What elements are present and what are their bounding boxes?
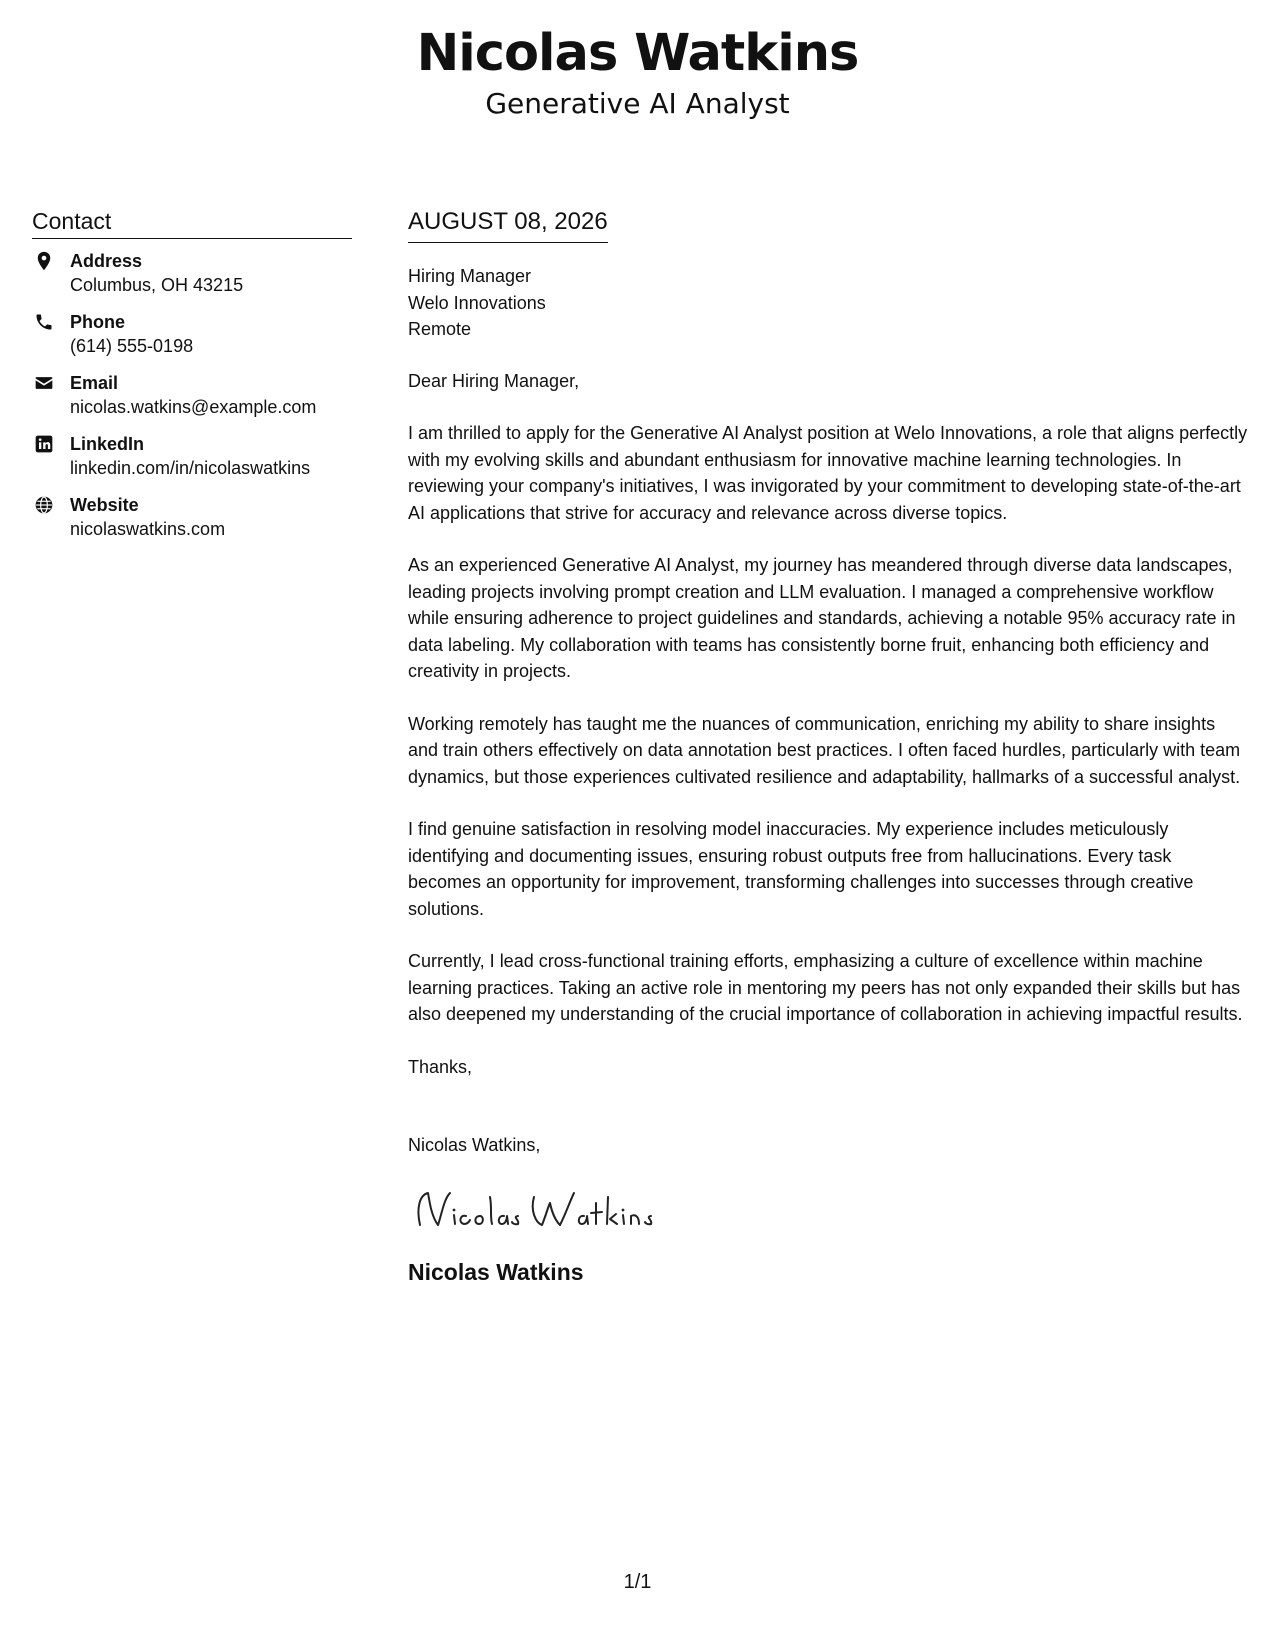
applicant-role: Generative AI Analyst xyxy=(485,87,790,120)
salutation: Dear Hiring Manager, xyxy=(408,370,580,391)
recipient-block xyxy=(408,263,1248,343)
closing: Thanks, xyxy=(408,1056,473,1077)
envelope-icon xyxy=(34,373,54,393)
email-value[interactable]: nicolas.watkins@example.com xyxy=(70,397,317,417)
globe-icon xyxy=(34,495,54,515)
contact-label: LinkedIn xyxy=(70,434,145,454)
contact-section-title: Contact xyxy=(32,206,352,239)
contact-label: Phone xyxy=(70,312,126,332)
phone-icon xyxy=(34,312,54,332)
page-number: 1/1 xyxy=(623,1571,652,1593)
contact-item-phone xyxy=(32,310,352,358)
map-pin-icon xyxy=(34,251,54,271)
phone-value[interactable]: (614) 555-0198 xyxy=(70,336,194,356)
recipient-line: Remote xyxy=(408,319,472,339)
letter-body xyxy=(408,206,1248,1287)
contact-item-email xyxy=(32,371,352,419)
signoff-name: Nicolas Watkins, xyxy=(408,1135,541,1155)
letter-header xyxy=(0,22,1275,122)
contact-sidebar xyxy=(32,206,352,554)
applicant-name: Nicolas Watkins xyxy=(416,24,859,83)
body-paragraph: Working remotely has taught me the nuances of communication, enriching my ability to share insights and train others effectively on data annotation best practices. I often faced hurdles, particularly with team dynamics, but those experiences cultivated resilience and adaptability, hallmarks of a successful analyst. xyxy=(408,713,1241,787)
recipient-line: Hiring Manager xyxy=(408,266,532,286)
website-value[interactable]: nicolaswatkins.com xyxy=(70,519,226,539)
body-paragraph: I find genuine satisfaction in resolving model inaccuracies. My experience includes meticulously identifying and documenting issues, ensuring robust outputs free from hallucinations. Every task becomes an opportunity for improvement, transforming challenges into successes through creative solutions. xyxy=(408,819,1194,919)
contact-item-website xyxy=(32,493,352,541)
letter-date: AUGUST 08, 2026 xyxy=(408,206,608,243)
contact-label: Address xyxy=(70,251,143,271)
body-paragraph: I am thrilled to apply for the Generative AI Analyst position at Welo Innovations, a role that aligns perfectly with my evolving skills and abundant enthusiasm for innovative machine learning technologies. In reviewing your company's initiatives, I was invigorated by your commitment to developing state-of-the-art AI applications that strive for accuracy and relevance across diverse topics. xyxy=(408,423,1248,523)
linkedin-value[interactable]: linkedin.com/in/nicolaswatkins xyxy=(70,458,311,478)
contact-item-linkedin xyxy=(32,432,352,480)
recipient-line: Welo Innovations xyxy=(408,292,546,313)
address-value: Columbus, OH 43215 xyxy=(70,275,244,295)
body-paragraph: Currently, I lead cross-functional training efforts, emphasizing a culture of excellence within machine learning practices. Taking an active role in mentoring my peers has not only expanded their skills but has also deepened my understanding of the crucial importance of collaboration in achieving impactful results. xyxy=(408,951,1243,1024)
body-paragraph: As an experienced Generative AI Analyst, my journey has meandered through diverse data landscapes, leading projects involving prompt creation and LLM evaluation. I managed a comprehensive workflow while ensuring adherence to project guidelines and standards, achieving a notable 95% accuracy rate in data labeling. My collaboration with teams has consistently borne fruit, enhancing both efficiency and creativity in projects. xyxy=(408,555,1236,681)
linkedin-icon xyxy=(34,434,54,454)
contact-label: Email xyxy=(70,373,119,393)
contact-list xyxy=(32,249,352,541)
contact-item-address xyxy=(32,249,352,297)
handwritten-signature xyxy=(408,1185,678,1233)
signature-name: Nicolas Watkins xyxy=(408,1258,584,1285)
contact-label: Website xyxy=(70,495,139,515)
